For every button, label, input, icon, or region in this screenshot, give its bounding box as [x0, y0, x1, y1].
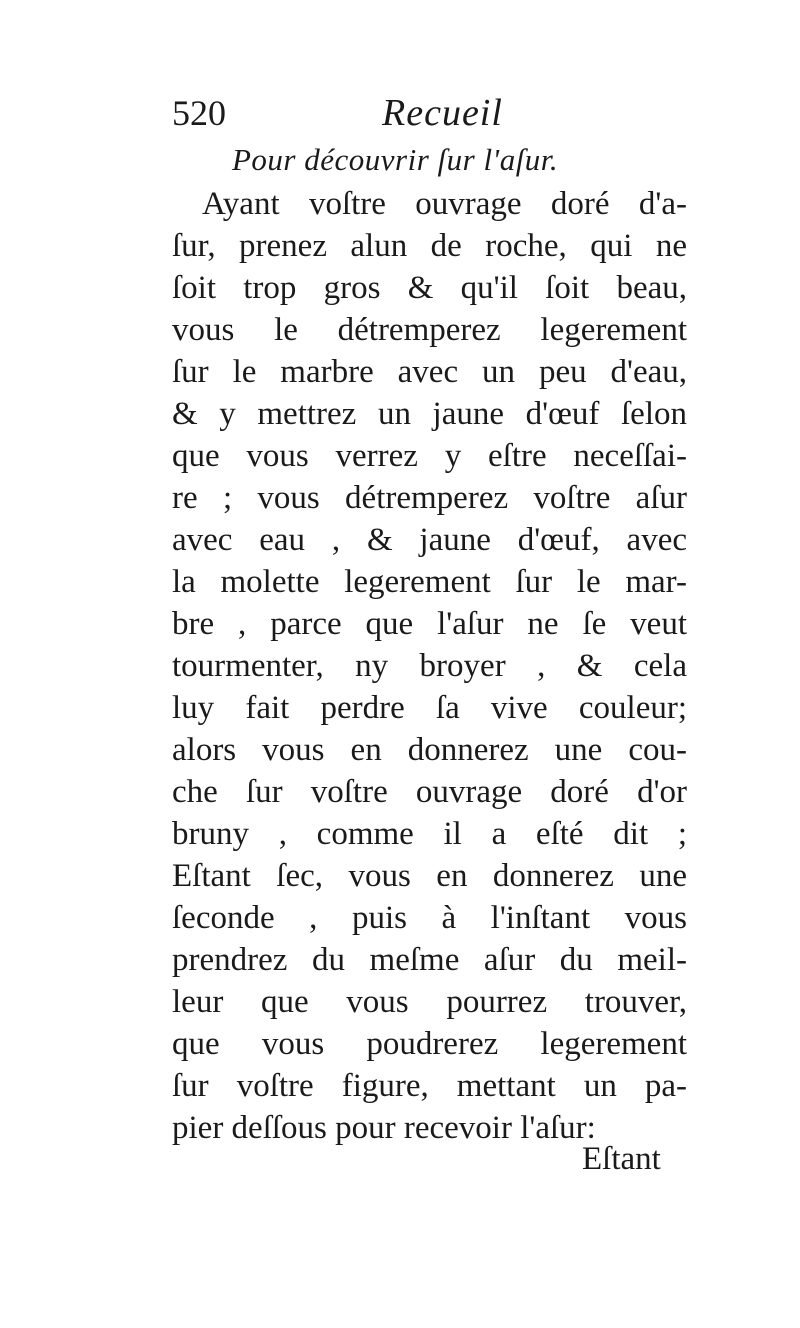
text-line: prendrez du meſme aſur du meil-: [172, 942, 687, 978]
text-line: ſur, prenez alun de roche, qui ne: [172, 228, 687, 264]
text-line: ſur voſtre figure, mettant un pa-: [172, 1068, 687, 1104]
text-line: bruny , comme il a eſté dit ;: [172, 816, 687, 852]
running-head: [172, 88, 687, 138]
text-line: vous le détremperez legerement: [172, 312, 687, 348]
text-line: que vous poudrerez legerement: [172, 1026, 687, 1062]
text-line: re ; vous détremperez voſtre aſur: [172, 480, 687, 516]
page-number: 520: [172, 93, 226, 133]
text-line: leur que vous pourrez trouver,: [172, 984, 687, 1020]
running-title: Recueil: [382, 92, 503, 134]
text-line: que vous verrez y eſtre neceſſai-: [172, 438, 687, 474]
text-line: & y mettrez un jaune d'œuf ſelon: [172, 396, 687, 432]
text-line: bre , parce que l'aſur ne ſe veut: [172, 606, 687, 642]
text-line: alors vous en donnerez une cou-: [172, 732, 687, 768]
text-line: la molette legerement ſur le mar-: [172, 564, 687, 600]
text-line: avec eau , & jaune d'œuf, avec: [172, 522, 687, 558]
text-line: Eſtant ſec, vous en donnerez une: [172, 858, 687, 894]
text-line: ſoit trop gros & qu'il ſoit beau,: [172, 270, 687, 306]
text-line: luy fait perdre ſa vive couleur;: [172, 690, 687, 726]
catchword: Eſtant: [582, 1141, 661, 1177]
text-line: Ayant voſtre ouvrage doré d'a-: [202, 186, 687, 222]
text-line: pier deſſous pour recevoir l'aſur:: [172, 1110, 596, 1146]
text-line: tourmenter, ny broyer , & cela: [172, 648, 687, 684]
section-title: Pour découvrir ſur l'aſur.: [232, 142, 559, 177]
text-line: ſur le marbre avec un peu d'eau,: [172, 354, 687, 390]
body-text: [172, 183, 687, 1149]
text-line: che ſur voſtre ouvrage doré d'or: [172, 774, 687, 810]
text-line: ſeconde , puis à l'inſtant vous: [172, 900, 687, 936]
